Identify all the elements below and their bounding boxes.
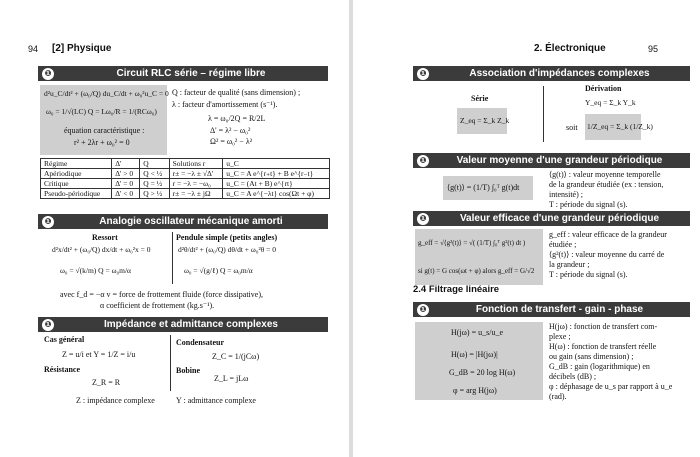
avec-line2: α coefficient de frottement (kg.s⁻¹). xyxy=(100,301,215,310)
table-header-cell: Régime xyxy=(41,159,112,169)
section-title: Impédance et admittance complexes xyxy=(104,319,278,330)
rlc-eq1: d²u_C/dt² + (ω₀/Q) du_C/dt + ω₀²u_C = 0 xyxy=(44,89,169,98)
transfert-def6: décibels (dB) ; xyxy=(549,372,597,381)
section-number-icon: ❶ xyxy=(42,319,54,331)
table-cell: Q < ½ xyxy=(140,169,169,179)
transfert-def3: H(ω) : fonction de transfert réelle xyxy=(549,342,657,351)
section-number-icon: ❶ xyxy=(42,216,54,228)
column-divider xyxy=(170,335,171,391)
section-header-association xyxy=(413,66,690,81)
table-header-cell: Solutions r xyxy=(169,159,223,169)
filtrage-heading: 2.4 Filtrage linéaire xyxy=(413,284,500,295)
efficace-def3: ⟨g²(t)⟩ : valeur moyenne du carré de xyxy=(549,250,665,259)
rlc-def5: Ω² = ω₀² − λ² xyxy=(210,137,253,146)
admittance-footnote: Y : admittance complexe xyxy=(176,396,256,405)
moyenne-def3: intensité) ; xyxy=(549,190,583,199)
right-page xyxy=(353,0,700,457)
table-cell: Q = ½ xyxy=(140,179,169,189)
moyenne-def2: de la grandeur étudiée (ex : tension, xyxy=(549,180,664,189)
left-page xyxy=(0,0,349,457)
efficace-def1: g_eff : valeur efficace de la grandeur xyxy=(549,230,667,239)
resistance-eq: Z_R = R xyxy=(92,378,121,387)
section-header-efficace xyxy=(413,211,690,226)
cas-general-eq: Z = u/i et Y = 1/Z = i/u xyxy=(62,350,136,359)
transfert-eq3: G_dB = 20 log H(ω) xyxy=(449,368,516,377)
section-title: Fonction de transfert - gain - phase xyxy=(475,304,644,315)
section-header-transfert xyxy=(413,302,690,317)
moyenne-def1: ⟨g(t)⟩ : valeur moyenne temporelle xyxy=(549,170,661,179)
section-header-oscillator xyxy=(38,214,328,229)
efficace-eq1: g_eff = √⟨g²(t)⟩ = √( (1/T) ∫₀ᵀ g²(t) dt ) xyxy=(418,239,526,247)
transfert-def4: ou gain (sans dimension) ; xyxy=(549,352,634,361)
table-cell: Pseudo-périodique xyxy=(41,189,112,199)
bobine-label: Bobine xyxy=(176,366,201,375)
bobine-eq: Z_L = jLω xyxy=(214,374,249,383)
section-number-icon: ❶ xyxy=(417,304,429,316)
pendule-eq2: ω₀ = √(g/ℓ) Q = ω₀m/α xyxy=(184,266,253,275)
derivation-eq1: Y_eq = Σ_k Y_k xyxy=(585,98,636,107)
table-row xyxy=(41,169,330,179)
rlc-def4: Δ' = λ² − ω₀² xyxy=(210,126,251,135)
table-cell: r± = −λ ± jΩ xyxy=(169,189,223,199)
section-number-icon: ❶ xyxy=(417,68,429,80)
table-cell: Apériodique xyxy=(41,169,112,179)
moyenne-def4: T : période du signal (s). xyxy=(549,200,628,209)
pendule-eq1: d²θ/dt² + (ω₀/Q) dθ/dt + ω₀²θ = 0 xyxy=(178,245,277,254)
table-cell: u_C = A e^{−λt} cos(Ωt + φ) xyxy=(223,189,330,199)
transfert-eq2: H(ω) = |H(jω)| xyxy=(451,350,498,359)
transfert-def1: H(jω) : fonction de transfert com- xyxy=(549,322,658,331)
running-head-left: [2] Physique xyxy=(52,43,112,54)
section-title: Circuit RLC série – régime libre xyxy=(116,68,266,79)
ressort-title: Ressort xyxy=(92,233,118,242)
section-title: Analogie oscillateur mécanique amorti xyxy=(99,216,283,227)
page-number-left: 94 xyxy=(28,44,39,54)
serie-eq: Z_eq = Σ_k Z_k xyxy=(460,116,510,125)
efficace-def4: la grandeur ; xyxy=(549,260,590,269)
resistance-label: Résistance xyxy=(44,365,80,374)
derivation-label: Dérivation xyxy=(585,84,622,93)
table-header-cell: u_C xyxy=(223,159,330,169)
transfert-def7: φ : déphasage de u_s par rapport à u_e xyxy=(549,382,673,391)
transfert-def2: plexe ; xyxy=(549,332,571,341)
rlc-def1: Q : facteur de qualité (sans dimension) ; xyxy=(172,88,301,97)
table-cell: Δ' < 0 xyxy=(112,189,140,199)
table-header-cell: Δ' xyxy=(112,159,140,169)
table-cell: Critique xyxy=(41,179,112,189)
efficace-def2: étudiée ; xyxy=(549,240,577,249)
soit-label: soit xyxy=(566,123,578,132)
table-cell: u_C = (At + B) e^{rt} xyxy=(223,179,330,189)
section-title: Valeur efficace d'une grandeur périodique xyxy=(459,213,660,224)
condensateur-label: Condensateur xyxy=(176,338,225,347)
efficace-def5: T : période du signal (s). xyxy=(549,270,628,279)
table-header-cell: Q xyxy=(140,159,169,169)
condensateur-eq: Z_C = 1/(jCω) xyxy=(212,352,260,361)
page-number-right: 95 xyxy=(648,44,659,54)
table-cell: Δ' > 0 xyxy=(112,169,140,179)
section-number-icon: ❶ xyxy=(417,213,429,225)
rlc-def2: λ : facteur d'amortissement (s⁻¹). xyxy=(172,100,278,109)
table-cell: Q > ½ xyxy=(140,189,169,199)
table-cell: r± = −λ ± √Δ' xyxy=(169,169,223,179)
impedance-footnote: Z : impédance complexe xyxy=(76,396,155,405)
running-head-right: 2. Électronique xyxy=(534,43,606,54)
table-cell: Δ' = 0 xyxy=(112,179,140,189)
table-row xyxy=(41,189,330,199)
transfert-eq4: φ = arg H(jω) xyxy=(453,386,497,395)
table-cell: u_C = A e^{r₊t} + B e^{r₋t} xyxy=(223,169,330,179)
ressort-eq1: d²x/dt² + (ω₀/Q) dx/dt + ω₀²x = 0 xyxy=(52,245,151,254)
serie-label: Série xyxy=(471,94,489,103)
rlc-def3: λ = ω₀/2Q = R/2L xyxy=(208,114,266,123)
transfert-def5: G_dB : gain (logarithmique) en xyxy=(549,362,650,371)
avec-line1: avec f_d = −α v = force de frottement fluide (force dissipative), xyxy=(60,290,263,299)
section-header-rlc xyxy=(38,66,328,81)
section-title: Valeur moyenne d'une grandeur périodique xyxy=(456,155,663,166)
section-number-icon: ❶ xyxy=(417,155,429,167)
rlc-eq2: ω₀ = 1/√(LC) Q = Lω₀/R = 1/(RCω₀) xyxy=(46,107,157,116)
section-header-moyenne xyxy=(413,153,690,168)
table-header-row xyxy=(41,159,330,169)
table-row xyxy=(41,179,330,189)
rlc-eq4: r² + 2λr + ω₀² = 0 xyxy=(74,138,130,147)
column-divider xyxy=(543,86,544,142)
efficace-eq2: si g(t) = G cos(ωt + φ) alors g_eff = G/√2 xyxy=(418,267,535,275)
transfert-def8: (rad). xyxy=(549,392,567,401)
regime-table xyxy=(40,158,330,199)
section-title: Association d'impédances complexes xyxy=(469,68,650,79)
derivation-eq2: 1/Z_eq = Σ_k (1/Z_k) xyxy=(587,122,653,131)
transfert-eq1: H(jω) = u_s/u_e xyxy=(451,328,503,337)
pendule-title: Pendule simple (petits angles) xyxy=(176,233,278,242)
rlc-eq3: équation caractéristique : xyxy=(64,126,145,135)
section-number-icon: ❶ xyxy=(42,68,54,80)
section-header-impedance xyxy=(38,317,328,332)
moyenne-eq: ⟨g(t)⟩ = (1/T) ∫₀ᵀ g(t)dt xyxy=(447,183,520,192)
column-divider xyxy=(172,232,173,284)
table-cell: r = −λ = −ω₀ xyxy=(169,179,223,189)
cas-general-label: Cas général xyxy=(44,335,85,344)
ressort-eq2: ω₀ = √(k/m) Q = ω₀m/α xyxy=(60,266,131,275)
